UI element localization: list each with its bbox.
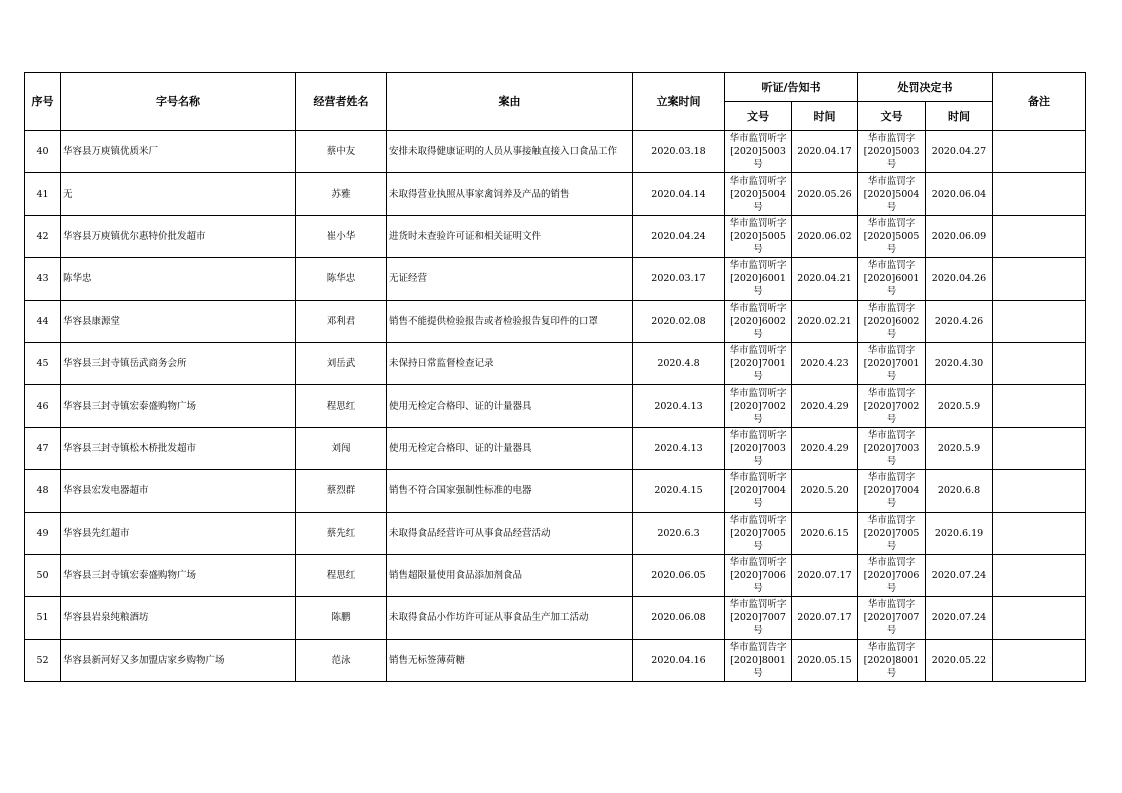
cell-remark bbox=[993, 427, 1086, 469]
cell-decision-time: 2020.4.30 bbox=[926, 342, 993, 384]
cell-operator: 崔小华 bbox=[296, 215, 387, 257]
cell-hearing-doc-no: 华市监罚听字 [2020]7002号 bbox=[725, 385, 792, 427]
table-row bbox=[25, 639, 1086, 681]
cell-filing-time: 2020.03.18 bbox=[633, 131, 725, 173]
cell-cause: 使用无检定合格印、证的计量器具 bbox=[387, 427, 633, 469]
cell-decision-doc-no: 华市监罚字 [2020]7005号 bbox=[858, 512, 926, 554]
cell-name: 陈华忠 bbox=[61, 258, 296, 300]
cell-decision-doc-no: 华市监罚字 [2020]6001号 bbox=[858, 258, 926, 300]
cell-cause: 进货时未查验许可证和相关证明文件 bbox=[387, 215, 633, 257]
header-name: 字号名称 bbox=[61, 73, 296, 131]
cell-decision-time: 2020.06.04 bbox=[926, 173, 993, 215]
cell-index: 51 bbox=[25, 597, 61, 639]
cell-operator: 蔡中友 bbox=[296, 131, 387, 173]
cell-decision-doc-no: 华市监罚字 [2020]7004号 bbox=[858, 470, 926, 512]
cell-hearing-doc-no: 华市监罚听字 [2020]5004号 bbox=[725, 173, 792, 215]
cell-cause: 销售不能提供检验报告或者检验报告复印件的口罩 bbox=[387, 300, 633, 342]
cell-hearing-time: 2020.5.20 bbox=[792, 470, 858, 512]
cell-operator: 陈华忠 bbox=[296, 258, 387, 300]
cell-decision-time: 2020.04.26 bbox=[926, 258, 993, 300]
header-filing-time: 立案时间 bbox=[633, 73, 725, 131]
cell-hearing-time: 2020.4.23 bbox=[792, 342, 858, 384]
cell-cause: 未取得食品经营许可从事食品经营活动 bbox=[387, 512, 633, 554]
cell-hearing-time: 2020.04.17 bbox=[792, 131, 858, 173]
cell-name: 无 bbox=[61, 173, 296, 215]
cell-index: 48 bbox=[25, 470, 61, 512]
cell-decision-doc-no: 华市监罚字 [2020]8001号 bbox=[858, 639, 926, 681]
cell-decision-doc-no: 华市监罚字 [2020]6002号 bbox=[858, 300, 926, 342]
cell-filing-time: 2020.4.15 bbox=[633, 470, 725, 512]
cell-remark bbox=[993, 597, 1086, 639]
table-row bbox=[25, 131, 1086, 173]
cell-index: 46 bbox=[25, 385, 61, 427]
cell-cause: 销售不符合国家强制性标准的电器 bbox=[387, 470, 633, 512]
cell-index: 50 bbox=[25, 554, 61, 596]
cell-name: 华容县岩泉纯粮酒坊 bbox=[61, 597, 296, 639]
cell-index: 44 bbox=[25, 300, 61, 342]
cell-hearing-doc-no: 华市监罚听字 [2020]7003号 bbox=[725, 427, 792, 469]
cell-hearing-time: 2020.6.15 bbox=[792, 512, 858, 554]
cell-name: 华容县万庾镇优尔惠特价批发超市 bbox=[61, 215, 296, 257]
cell-operator: 蔡烈群 bbox=[296, 470, 387, 512]
cell-index: 40 bbox=[25, 131, 61, 173]
cell-hearing-time: 2020.4.29 bbox=[792, 385, 858, 427]
cell-operator: 刘闯 bbox=[296, 427, 387, 469]
cell-decision-doc-no: 华市监罚字 [2020]5003号 bbox=[858, 131, 926, 173]
cell-cause: 未取得食品小作坊许可证从事食品生产加工活动 bbox=[387, 597, 633, 639]
header-decision: 处罚决定书 bbox=[858, 73, 993, 102]
cell-cause: 无证经营 bbox=[387, 258, 633, 300]
header-remark: 备注 bbox=[993, 73, 1086, 131]
cell-hearing-time: 2020.06.02 bbox=[792, 215, 858, 257]
table-row bbox=[25, 470, 1086, 512]
cell-index: 52 bbox=[25, 639, 61, 681]
cell-decision-time: 2020.04.27 bbox=[926, 131, 993, 173]
cell-name: 华容县宏发电器超市 bbox=[61, 470, 296, 512]
penalty-records-table bbox=[24, 72, 1086, 682]
cell-decision-time: 2020.5.9 bbox=[926, 385, 993, 427]
cell-operator: 刘岳武 bbox=[296, 342, 387, 384]
cell-hearing-doc-no: 华市监罚告字 [2020]8001号 bbox=[725, 639, 792, 681]
cell-hearing-time: 2020.02.21 bbox=[792, 300, 858, 342]
table-row bbox=[25, 215, 1086, 257]
cell-name: 华容县三封寺镇宏泰盛购物广场 bbox=[61, 385, 296, 427]
cell-index: 42 bbox=[25, 215, 61, 257]
cell-hearing-doc-no: 华市监罚听字 [2020]5003号 bbox=[725, 131, 792, 173]
cell-operator: 苏雅 bbox=[296, 173, 387, 215]
cell-filing-time: 2020.02.08 bbox=[633, 300, 725, 342]
cell-index: 45 bbox=[25, 342, 61, 384]
header-operator: 经营者姓名 bbox=[296, 73, 387, 131]
cell-remark bbox=[993, 470, 1086, 512]
cell-filing-time: 2020.06.08 bbox=[633, 597, 725, 639]
header-hearing-doc-no: 文号 bbox=[725, 102, 792, 131]
cell-decision-time: 2020.05.22 bbox=[926, 639, 993, 681]
cell-hearing-time: 2020.4.29 bbox=[792, 427, 858, 469]
cell-name: 华容县三封寺镇松木桥批发超市 bbox=[61, 427, 296, 469]
cell-decision-time: 2020.6.19 bbox=[926, 512, 993, 554]
header-cause: 案由 bbox=[387, 73, 633, 131]
cell-hearing-doc-no: 华市监罚听字 [2020]6001号 bbox=[725, 258, 792, 300]
cell-index: 49 bbox=[25, 512, 61, 554]
cell-decision-doc-no: 华市监罚字 [2020]5005号 bbox=[858, 215, 926, 257]
cell-operator: 范泳 bbox=[296, 639, 387, 681]
cell-decision-doc-no: 华市监罚字 [2020]7001号 bbox=[858, 342, 926, 384]
cell-remark bbox=[993, 342, 1086, 384]
cell-filing-time: 2020.03.17 bbox=[633, 258, 725, 300]
cell-filing-time: 2020.4.13 bbox=[633, 385, 725, 427]
cell-hearing-time: 2020.05.15 bbox=[792, 639, 858, 681]
cell-cause: 销售超限量使用食品添加剂食品 bbox=[387, 554, 633, 596]
cell-cause: 安排未取得健康证明的人员从事接触直接入口食品工作 bbox=[387, 131, 633, 173]
cell-cause: 未取得营业执照从事家禽饲养及产品的销售 bbox=[387, 173, 633, 215]
cell-hearing-doc-no: 华市监罚听字 [2020]7005号 bbox=[725, 512, 792, 554]
cell-operator: 程思红 bbox=[296, 554, 387, 596]
cell-name: 华容县三封寺镇岳武商务会所 bbox=[61, 342, 296, 384]
cell-operator: 邓利君 bbox=[296, 300, 387, 342]
cell-name: 华容县先红超市 bbox=[61, 512, 296, 554]
cell-filing-time: 2020.04.16 bbox=[633, 639, 725, 681]
cell-remark bbox=[993, 173, 1086, 215]
header-hearing: 听证/告知书 bbox=[725, 73, 858, 102]
cell-remark bbox=[993, 131, 1086, 173]
table-row bbox=[25, 173, 1086, 215]
cell-hearing-doc-no: 华市监罚听字 [2020]7001号 bbox=[725, 342, 792, 384]
table-row bbox=[25, 258, 1086, 300]
cell-filing-time: 2020.4.13 bbox=[633, 427, 725, 469]
cell-decision-time: 2020.07.24 bbox=[926, 597, 993, 639]
table-header bbox=[25, 73, 1086, 131]
header-index: 序号 bbox=[25, 73, 61, 131]
cell-index: 41 bbox=[25, 173, 61, 215]
cell-hearing-time: 2020.04.21 bbox=[792, 258, 858, 300]
cell-name: 华容县新河好又多加盟店家乡购物广场 bbox=[61, 639, 296, 681]
cell-filing-time: 2020.6.3 bbox=[633, 512, 725, 554]
cell-filing-time: 2020.06.05 bbox=[633, 554, 725, 596]
cell-filing-time: 2020.04.24 bbox=[633, 215, 725, 257]
cell-decision-time: 2020.4.26 bbox=[926, 300, 993, 342]
table-body bbox=[25, 131, 1086, 682]
table-row bbox=[25, 597, 1086, 639]
cell-remark bbox=[993, 554, 1086, 596]
cell-cause: 未保持日常监督检查记录 bbox=[387, 342, 633, 384]
cell-remark bbox=[993, 639, 1086, 681]
header-hearing-time: 时间 bbox=[792, 102, 858, 131]
cell-decision-doc-no: 华市监罚字 [2020]7002号 bbox=[858, 385, 926, 427]
cell-filing-time: 2020.4.8 bbox=[633, 342, 725, 384]
cell-name: 华容县万庾镇优质米厂 bbox=[61, 131, 296, 173]
cell-hearing-time: 2020.07.17 bbox=[792, 597, 858, 639]
cell-operator: 程思红 bbox=[296, 385, 387, 427]
cell-operator: 蔡先红 bbox=[296, 512, 387, 554]
cell-hearing-doc-no: 华市监罚听字 [2020]7006号 bbox=[725, 554, 792, 596]
cell-operator: 陈鹏 bbox=[296, 597, 387, 639]
cell-filing-time: 2020.04.14 bbox=[633, 173, 725, 215]
cell-name: 华容县三封寺镇宏泰盛购物广场 bbox=[61, 554, 296, 596]
cell-decision-time: 2020.07.24 bbox=[926, 554, 993, 596]
cell-hearing-doc-no: 华市监罚听字 [2020]7004号 bbox=[725, 470, 792, 512]
cell-decision-doc-no: 华市监罚字 [2020]7003号 bbox=[858, 427, 926, 469]
cell-remark bbox=[993, 215, 1086, 257]
table-row bbox=[25, 300, 1086, 342]
cell-remark bbox=[993, 258, 1086, 300]
cell-hearing-doc-no: 华市监罚听字 [2020]7007号 bbox=[725, 597, 792, 639]
cell-cause: 销售无标签薄荷糖 bbox=[387, 639, 633, 681]
cell-decision-doc-no: 华市监罚字 [2020]7007号 bbox=[858, 597, 926, 639]
table-row bbox=[25, 342, 1086, 384]
cell-hearing-time: 2020.05.26 bbox=[792, 173, 858, 215]
cell-index: 47 bbox=[25, 427, 61, 469]
cell-decision-time: 2020.6.8 bbox=[926, 470, 993, 512]
cell-remark bbox=[993, 512, 1086, 554]
cell-decision-time: 2020.06.09 bbox=[926, 215, 993, 257]
cell-hearing-time: 2020.07.17 bbox=[792, 554, 858, 596]
cell-name: 华容县康源堂 bbox=[61, 300, 296, 342]
header-decision-doc-no: 文号 bbox=[858, 102, 926, 131]
cell-hearing-doc-no: 华市监罚听字 [2020]6002号 bbox=[725, 300, 792, 342]
table-row bbox=[25, 427, 1086, 469]
cell-remark bbox=[993, 300, 1086, 342]
header-decision-time: 时间 bbox=[926, 102, 993, 131]
cell-remark bbox=[993, 385, 1086, 427]
table-row bbox=[25, 512, 1086, 554]
cell-cause: 使用无检定合格印、证的计量器具 bbox=[387, 385, 633, 427]
table-row bbox=[25, 385, 1086, 427]
cell-decision-doc-no: 华市监罚字 [2020]7006号 bbox=[858, 554, 926, 596]
cell-decision-time: 2020.5.9 bbox=[926, 427, 993, 469]
cell-index: 43 bbox=[25, 258, 61, 300]
cell-decision-doc-no: 华市监罚字 [2020]5004号 bbox=[858, 173, 926, 215]
table-row bbox=[25, 554, 1086, 596]
cell-hearing-doc-no: 华市监罚听字 [2020]5005号 bbox=[725, 215, 792, 257]
